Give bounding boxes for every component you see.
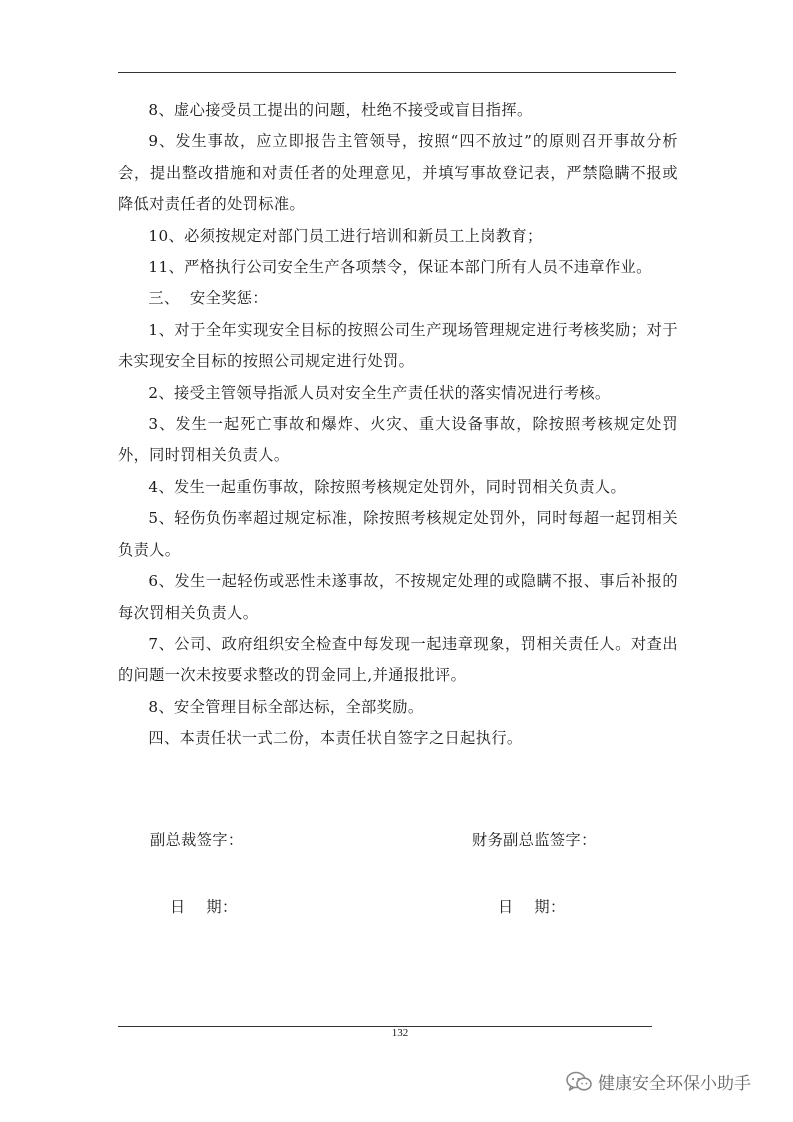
paragraph: 8、安全管理目标全部达标，全部奖励。 xyxy=(148,697,424,716)
paragraph: 10、必须按规定对部门员工进行培训和新员工上岗教育； xyxy=(148,226,543,245)
paragraph: 2、接受主管领导指派人员对安全生产责任状的落实情况进行考核。 xyxy=(148,383,611,402)
wechat-icon xyxy=(566,1071,592,1093)
vp-signature-label: 副总裁签字： xyxy=(150,831,244,849)
header-rule xyxy=(118,72,676,73)
paragraph: 7、公司、政府组织安全检查中每发现一起违章现象，罚相关责任人。对查出的问题一次未按要求整改的罚金同上,并通报批评。 xyxy=(118,634,678,685)
section-heading: 三、 安全奖惩： xyxy=(148,289,268,308)
document-body xyxy=(118,95,678,755)
watermark-text: 健康安全环保小助手 xyxy=(598,1074,751,1094)
finance-signature-label: 财务副总监签字： xyxy=(472,831,597,849)
vp-date-label: 日 期： xyxy=(170,898,238,916)
paragraph: 6、发生一起轻伤或恶性未遂事故，不按规定处理的或隐瞒不报、事后补报的每次罚相关负责人。 xyxy=(118,572,678,622)
paragraph: 11、严格执行公司安全生产各项禁令，保证本部门所有人员不违章作业。 xyxy=(148,258,652,277)
paragraph: 8、虚心接受员工提出的问题，杜绝不接受或盲目指挥。 xyxy=(148,101,533,119)
paragraph: 3、发生一起死亡事故和爆炸、火灾、重大设备事故，除按照考核规定处罚外，同时罚相关负责人。 xyxy=(118,415,678,465)
watermark xyxy=(566,1069,751,1094)
page-number: 132 xyxy=(391,1027,409,1039)
finance-date-label: 日 期： xyxy=(498,898,566,916)
paragraph: 9、发生事故，应立即报告主管领导，按照“四不放过”的原则召开事故分析会，提出整改措施和对责任者的处理意见，并填写事故登记表，严禁隐瞒不报或降低对责任者的处罚标准。 xyxy=(118,132,678,214)
paragraph: 四、本责任状一式二份，本责任状自签字之日起执行。 xyxy=(148,729,523,748)
paragraph: 4、发生一起重伤事故，除按照考核规定处罚外，同时罚相关负责人。 xyxy=(148,477,627,496)
paragraph: 5、轻伤负伤率超过规定标准，除按照考核规定处罚外，同时每超一起罚相关负责人。 xyxy=(118,509,678,559)
paragraph: 1、对于全年实现安全目标的按照公司生产现场管理规定进行考核奖励；对于未实现安全目标的按照公司规定进行处罚。 xyxy=(118,320,678,371)
